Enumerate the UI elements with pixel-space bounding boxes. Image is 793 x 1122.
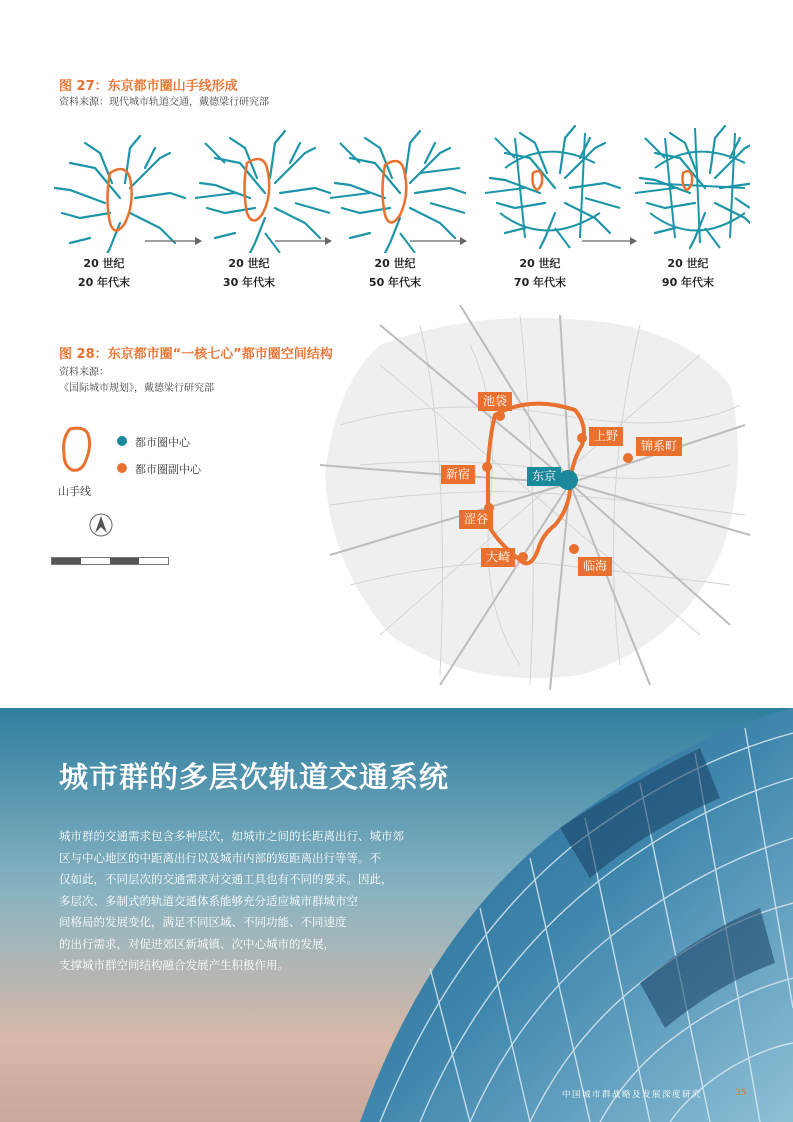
body-line: 多层次、多制式的轨道交通体系能够充分适应城市群城市空 (59, 893, 358, 908)
map-label-kinshicho: 锦系町 (636, 437, 682, 456)
rail-map-1930s (195, 131, 330, 253)
body-line: 区与中心地区的中距离出行以及城市内部的短距离出行等等。不 (59, 850, 381, 865)
map-label-shinjuku: 新宿 (441, 465, 475, 484)
era-label-1990s (648, 254, 728, 292)
era-label-1920s (64, 254, 144, 292)
map-label-ikebukuro: 池袋 (478, 392, 512, 411)
legend-sub-dot (117, 463, 127, 473)
map-label-shibuya: 涩谷 (459, 510, 493, 529)
tokyo-metro-map (320, 305, 750, 690)
legend-center-label: 都市圈中心 (135, 436, 190, 449)
figure-27-source: 资料来源：现代城市轨道交通，戴德梁行研究部 (59, 97, 269, 108)
body-line: 间格局的发展变化，满足不同区域、不同功能、不同速度 (59, 915, 347, 929)
body-line: 支撑城市群空间结构融合发展产生积极作用。 (59, 958, 289, 972)
rail-map-1970s (485, 126, 620, 248)
page-number: 35 (735, 1088, 747, 1098)
rail-map-1950s (330, 131, 465, 253)
era-label-1930s (209, 254, 289, 292)
figure-28-title: 图 28：东京都市圈“一核七心”都市圈空间结构 (59, 347, 333, 362)
rail-map-1990s (635, 126, 750, 248)
era-label-line2: 20 年代末 (77, 276, 131, 289)
legend-line-label: 山手线 (58, 485, 91, 498)
era-label-line1: 20 世纪 (374, 257, 416, 270)
legend-sub-label: 都市圈副中心 (135, 463, 201, 476)
figure-28-source-label: 资料来源： (59, 367, 109, 378)
body-line: 的出行需求，对促进郊区新城镇、次中心城市的发展， (59, 936, 335, 951)
rail-evolution-maps (50, 118, 750, 253)
era-label-line2: 90 年代末 (661, 276, 715, 289)
body-line: 仅如此，不同层次的交通需求对交通工具也有不同的要求。因此， (59, 872, 393, 886)
era-label-1950s (355, 254, 435, 292)
map-label-rinkai: 临海 (578, 557, 612, 576)
north-arrow-icon (86, 512, 116, 538)
era-label-line1: 20 世纪 (228, 257, 270, 270)
figure-27-title: 图 27：东京都市圈山手线形成 (59, 79, 238, 94)
scale-bar (51, 557, 169, 565)
section-body (59, 826, 419, 977)
era-label-line1: 20 世纪 (83, 257, 125, 270)
era-label-line1: 20 世纪 (667, 257, 709, 270)
figure-28-source-text: 《国际城市规划》，戴德梁行研究部 (59, 383, 214, 394)
era-label-line2: 70 年代末 (513, 276, 567, 289)
footer-title: 中国城市群战略及发展深度研究 (562, 1090, 703, 1100)
era-label-line1: 20 世纪 (519, 257, 561, 270)
section-title: 城市群的多层次轨道交通系统 (59, 760, 450, 794)
body-line: 城市群的交通需求包含多种层次，如城市之间的长距离出行、城市郊 (59, 829, 404, 843)
yamanote-line-swatch (58, 426, 98, 476)
era-label-line2: 50 年代末 (368, 276, 422, 289)
era-label-1970s (500, 254, 580, 292)
map-label-osaki: 大崎 (481, 548, 515, 567)
map-label-ueno: 上野 (589, 427, 623, 446)
era-label-line2: 30 年代末 (222, 276, 276, 289)
rail-map-1920s (55, 136, 185, 253)
legend-center-dot (117, 436, 127, 446)
map-label-tokyo: 东京 (527, 467, 561, 486)
